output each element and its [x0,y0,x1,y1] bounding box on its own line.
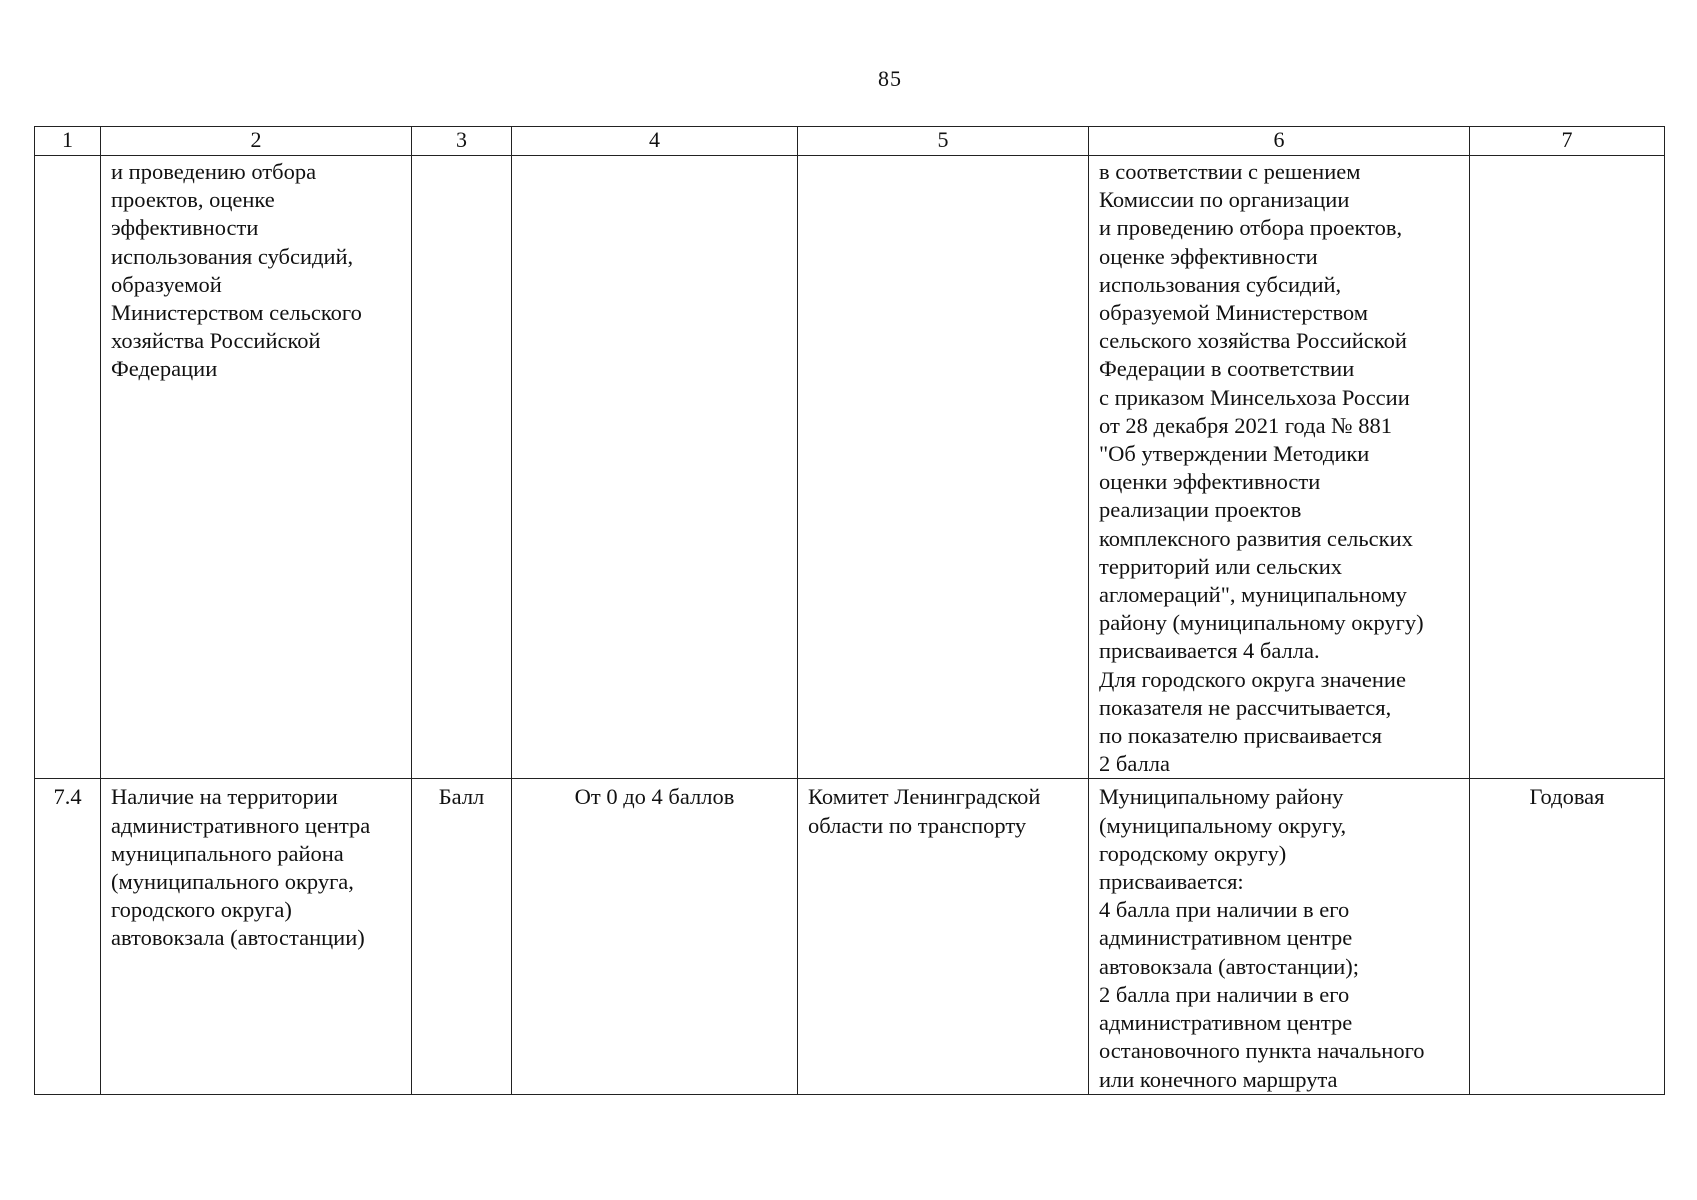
method-line: остановочного пункта начального [1099,1038,1425,1064]
column-number-4: 4 [512,127,798,156]
method-line: городскому округу) [1099,840,1287,866]
indicator-number-cell [35,156,101,779]
indicator-name-line: муниципального района [111,840,344,866]
indicator-name-cell [101,156,412,779]
method-line: от 28 декабря 2021 года № 881 [1099,412,1393,438]
method-line: образуемой Министерством [1099,300,1368,326]
method-line: административном центре [1099,1010,1353,1036]
method-line: Федерации в соответствии [1099,356,1355,382]
method-line: оценке эффективности [1099,243,1318,269]
indicator-name-line: образуемой [111,271,222,297]
indicator-name-line: административного центра [111,812,371,838]
method-line: "Об утверждении Методики [1099,441,1370,467]
responsible-cell [798,156,1089,779]
indicator-name-line: автовокзала (автостанции) [111,925,365,951]
method-line: присваивается 4 балла. [1099,638,1320,664]
indicator-name-line: проектов, оценке [111,187,275,213]
column-number-row [35,127,1665,156]
method-line: административном центре [1099,925,1353,951]
table-row-continued [35,156,1665,779]
method-line: 4 балла при наличии в его [1099,897,1350,923]
method-line: автовокзала (автостанции); [1099,953,1359,979]
method-line: сельского хозяйства Российской [1099,328,1407,354]
method-line: присваивается: [1099,869,1244,895]
table-row-7-4 [35,779,1665,1094]
indicator-number-cell: 7.4 [35,779,101,1094]
range-cell [512,156,798,779]
indicators-table [34,126,1665,1095]
method-line: комплексного развития сельских [1099,525,1413,551]
method-line: использования субсидий, [1099,271,1342,297]
indicator-name-line: использования субсидий, [111,243,354,269]
indicator-name-line: эффективности [111,215,259,241]
method-line: в соответствии с решением [1099,159,1361,184]
method-line: Муниципальному району [1099,784,1344,810]
responsible-line: области по транспорту [808,812,1027,838]
method-line: 2 балла при наличии в его [1099,981,1350,1007]
indicator-name-line: хозяйства Российской [111,328,321,354]
indicator-name-cell [101,779,412,1094]
indicator-name-line: Министерством сельского [111,300,362,326]
indicator-name-line: Наличие на территории [111,784,338,810]
method-line: реализации проектов [1099,497,1302,523]
column-number-5: 5 [798,127,1089,156]
method-line: территорий или сельских [1099,553,1342,579]
method-line: Для городского округа значение [1099,666,1406,692]
unit-cell [412,156,512,779]
periodicity-cell [1470,156,1665,779]
calculation-method-cell [1089,156,1470,779]
indicator-name-line: Федерации [111,356,218,382]
range-cell: От 0 до 4 баллов [512,779,798,1094]
method-line: 2 балла [1099,751,1170,777]
column-number-3: 3 [412,127,512,156]
responsible-cell [798,779,1089,1094]
method-line: агломераций", муниципальному [1099,582,1407,608]
method-line: и проведению отбора проектов, [1099,215,1403,241]
column-number-7: 7 [1470,127,1665,156]
method-line: по показателю присваивается [1099,723,1382,749]
method-line: Комиссии по организации [1099,187,1350,213]
method-line: району (муниципальному округу) [1099,610,1424,636]
method-line: показателя не рассчитывается, [1099,694,1392,720]
method-line: (муниципальному округу, [1099,812,1347,838]
method-line: или конечного маршрута [1099,1066,1338,1092]
page-number: 85 [878,66,902,91]
method-line: с приказом Минсельхоза России [1099,384,1410,410]
calculation-method-cell [1089,779,1470,1094]
responsible-line: Комитет Ленинградской [808,784,1041,810]
indicator-name-line: городского округа) [111,897,292,923]
unit-cell: Балл [412,779,512,1094]
indicator-name-line: (муниципального округа, [111,869,354,895]
indicator-name-line: и проведению отбора [111,159,317,184]
method-line: оценки эффективности [1099,469,1321,495]
column-number-1: 1 [35,127,101,156]
column-number-2: 2 [101,127,412,156]
periodicity-cell: Годовая [1470,779,1665,1094]
column-number-6: 6 [1089,127,1470,156]
